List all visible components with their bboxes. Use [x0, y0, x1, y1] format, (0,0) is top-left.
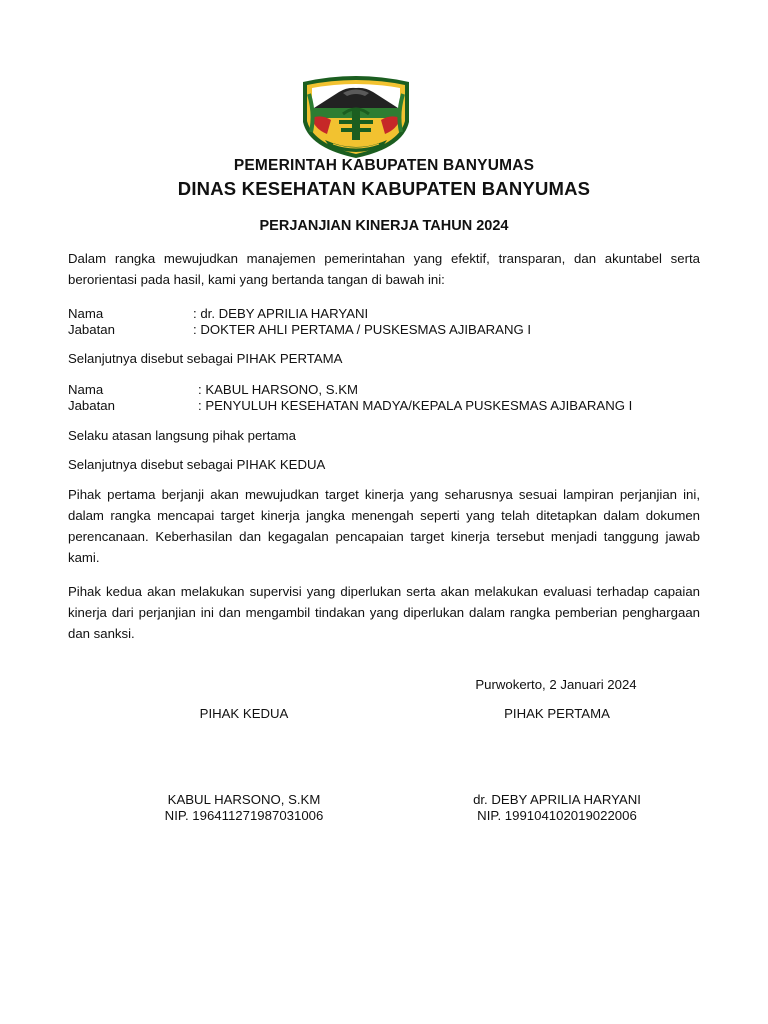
intro-paragraph: Dalam rangka mewujudkan manajemen pemerintahan yang efektif, transparan, dan akuntabel serta berorientasi pada hasil, kami yang bertanda tangan di bawah ini: — [68, 251, 700, 287]
left-signatory-name: KABUL HARSONO, S.KM — [167, 792, 321, 807]
right-signatory-nip: NIP. 199104102019022006 — [477, 808, 637, 823]
party1-nama-value: : dr. DEBY APRILIA HARYANI — [193, 306, 369, 321]
document-title: PERJANJIAN KINERJA TAHUN 2024 — [259, 218, 509, 234]
place-date: Purwokerto, 2 Januari 2024 — [475, 677, 637, 692]
party2-jabatan-label: Jabatan — [68, 398, 115, 413]
party1-designation: Selanjutnya disebut sebagai PIHAK PERTAMA — [68, 351, 343, 366]
government-heading: PEMERINTAH KABUPATEN BANYUMAS — [233, 157, 535, 174]
party1-nama-label: Nama — [68, 306, 104, 321]
banyumas-emblem-icon — [299, 74, 413, 160]
commitment-paragraph: Pihak pertama berjanji akan mewujudkan target kinerja yang seharusnya sesuai lampiran perjanjian ini, dalam rangka mencapai target kinerja jangka menengah seperti yang telah ditetapkan dalam dokumen perencanaan. Keberhasilan dan kegagalan pencapaian target kinerja tersebut menjadi tanggung jawab kami. — [68, 487, 700, 565]
agency-heading: DINAS KESEHATAN KABUPATEN BANYUMAS — [177, 178, 591, 199]
pihak-kedua-label: PIHAK KEDUA — [199, 706, 289, 721]
party1-jabatan-label: Jabatan — [68, 322, 115, 337]
party2-nama-value: : KABUL HARSONO, S.KM — [198, 382, 358, 397]
party1-jabatan-value: : DOKTER AHLI PERTAMA / PUSKESMAS AJIBARANG I — [193, 322, 532, 337]
pihak-pertama-label: PIHAK PERTAMA — [504, 706, 610, 721]
supervision-paragraph: Pihak kedua akan melakukan supervisi yang diperlukan serta akan melakukan evaluasi terhadap capaian kinerja dari perjanjian ini dan mengambil tindakan yang diperlukan dalam rangka pemberian penghargaan dan sanksi. — [68, 584, 700, 641]
left-signatory-nip: NIP. 196411271987031006 — [164, 808, 324, 823]
party2-designation: Selanjutnya disebut sebagai PIHAK KEDUA — [68, 457, 326, 472]
party2-jabatan-value: : PENYULUH KESEHATAN MADYA/KEPALA PUSKESMAS AJIBARANG I — [198, 398, 633, 413]
party2-nama-label: Nama — [68, 382, 104, 397]
right-signatory-name: dr. DEBY APRILIA HARYANI — [473, 792, 641, 807]
party2-relation: Selaku atasan langsung pihak pertama — [68, 428, 297, 443]
